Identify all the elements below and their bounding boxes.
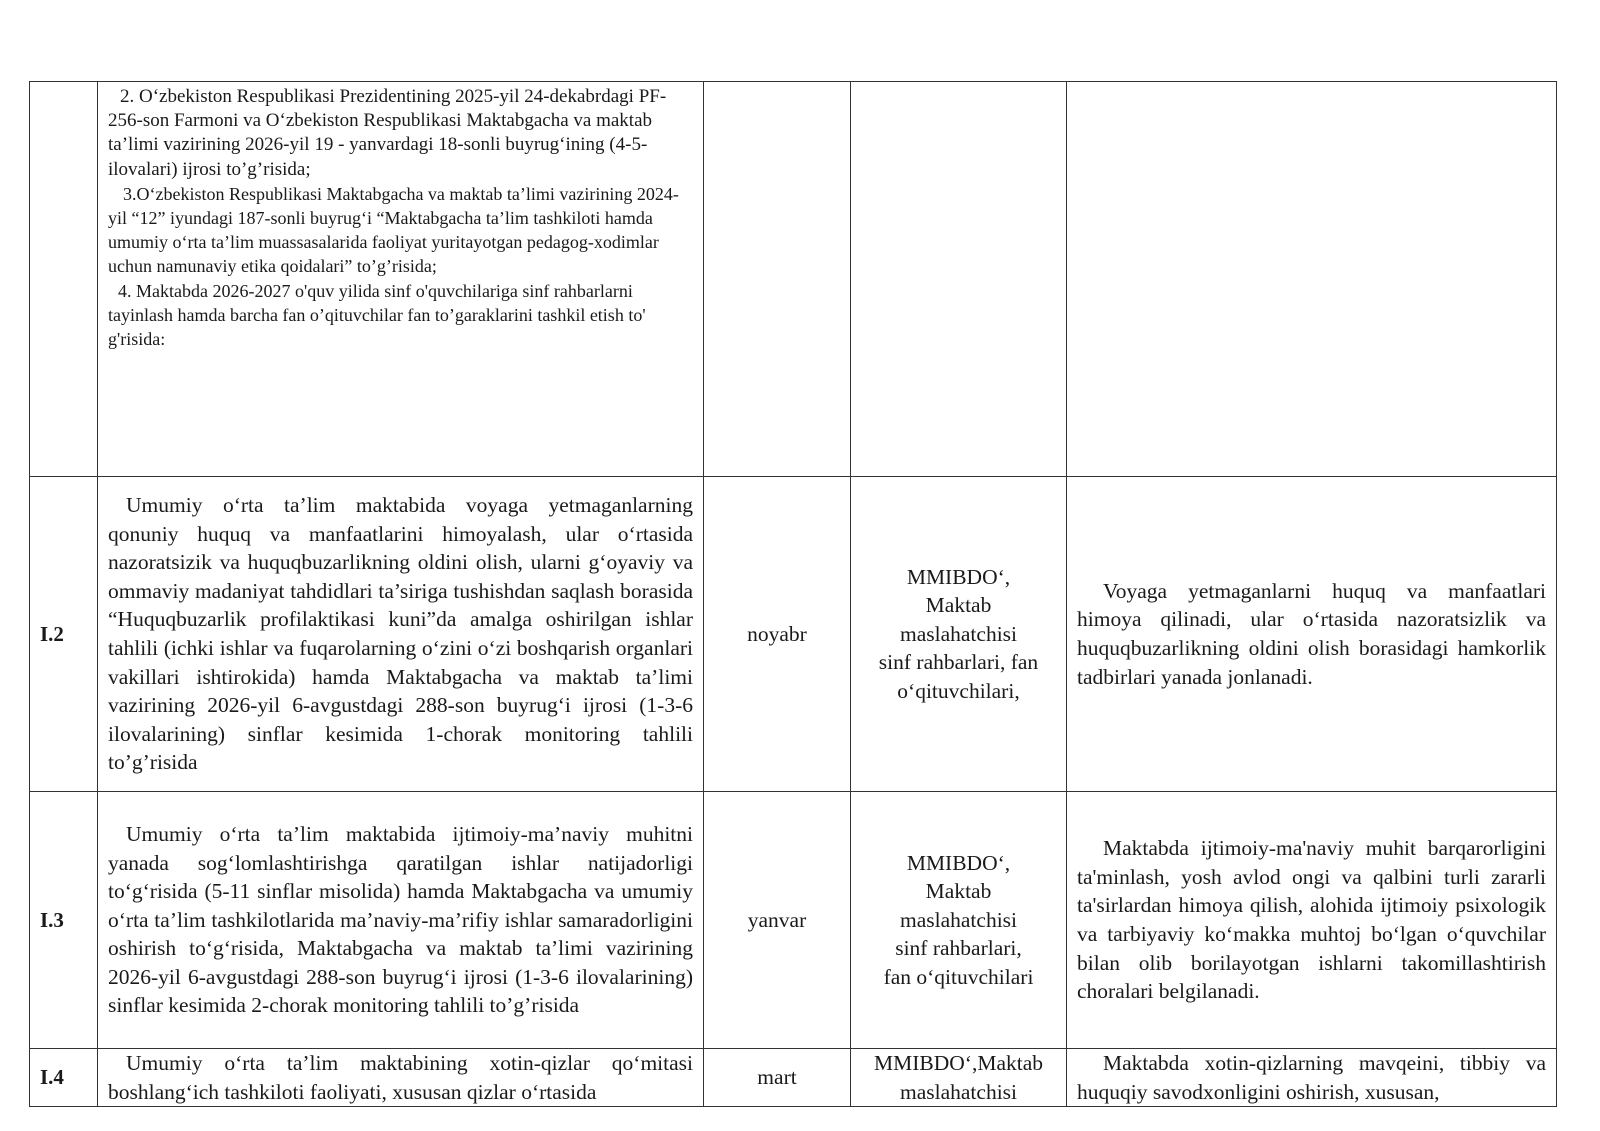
resp-line: o‘qituvchilari, [897,678,1020,703]
resp-line: maslahatchisi [899,621,1018,646]
resp-line: MMIBDO‘, [906,850,1011,875]
resp-line: sinf rahbarlari, [895,936,1022,961]
intro-row [30,82,1557,477]
result-text: Maktabda ijtimoiy-ma'naviy muhit barqarorligini ta'minlash, yosh avlod ongi va qalbini turli zararli ta'sirlardan himoya qilish, alohida ijtimoiy psixologik va tarbiyaviy ko‘makka muhtoj bo‘lgan o‘quvchilar bilan olib borilayotgan ishlarni takomillashtirish choralari belgilanadi. [1077,836,1546,1004]
row-number: I.2 [30,477,98,792]
intro-num-cell [30,82,98,477]
row-responsible [851,477,1067,792]
resp-line: Maktab [925,879,992,904]
intro-result-cell [1067,82,1557,477]
row-month: noyabr [704,477,851,792]
resp-line: sinf rahbarlari, fan [878,650,1039,675]
row-result [1067,477,1557,792]
result-text: Maktabda xotin-qizlarning mavqeini, tibbiy va huquqiy savodxonligini oshirish, xususan, [1077,1051,1546,1104]
row-result [1067,1049,1557,1107]
description-text: Umumiy o‘rta ta’lim maktabida voyaga yetmaganlarning qonuniy huquq va manfaatlarini himoyalash, ular o‘rtasida nazoratsizik va huquqbuzarlikning oldini olish, ularni g‘oyaviy va ommaviy madaniyat tahdidlari ta’siriga tushishdan saqlash borasida “Huquqbuzarlik profilaktikasi kuni”da amalga oshirilgan ishlar tahlili (ichki ishlar va fuqarolarning o‘zini o‘zi boshqarish organlari vakillari ishtirokida) hamda Maktabgacha va maktab ta’limi vazirining 2026-yil 6-avgustdagi 288-son buyrug‘i ijrosi (1-3-6 ilovalarining) sinflar kesimida 1-chorak monitoring tahlili to’g’risida [108,493,693,775]
plan-table [29,81,1557,1107]
resp-line: MMIBDO‘,Maktab [874,1051,1043,1075]
intro-item-2: 2. O‘zbekiston Respublikasi Prezidentining 2025-yil 24-dekabrdagi PF-256-son Farmoni va O‘zbekiston Respublikasi Maktabgacha va maktab ta’limi vazirining 2026-yil 19 - yanvardagi 18-sonli buyrug‘ining (4-5- ilovalari) ijrosi to’g’risida; [108,86,667,180]
row-number: I.3 [30,792,98,1049]
intro-text-cell [98,82,704,477]
row-month: mart [704,1049,851,1107]
row-month: yanvar [704,792,851,1049]
row-responsible [851,1049,1067,1107]
resp-line: maslahatchisi [899,1079,1018,1104]
row-responsible [851,792,1067,1049]
table-row [30,1049,1557,1107]
result-text: Voyaga yetmaganlarni huquq va manfaatlari himoya qilinadi, ular o‘rtasida nazoratsizlik va huquqbuzarlikning oldini olish borasidagi hamkorlik tadbirlari yanada jonlanadi. [1077,578,1546,689]
table-row [30,792,1557,1049]
resp-line: MMIBDO‘, [906,564,1011,589]
row-result [1067,792,1557,1049]
intro-resp-cell [851,82,1067,477]
row-description [98,477,704,792]
resp-line: maslahatchisi [899,907,1018,932]
row-description [98,1049,704,1107]
resp-line: fan o‘qituvchilari [883,964,1034,989]
intro-item-4: 4. Maktabda 2026-2027 o'quv yilida sinf o'quvchilariga sinf rahbarlarni tayinlash hamda barcha fan o’qituvchilar fan to’garaklarini tashkil etish to' g'risida: [108,280,646,350]
row-description [98,792,704,1049]
intro-item-3: 3.O‘zbekiston Respublikasi Maktabgacha va maktab ta’limi vazirining 2024-yil “12” iyundagi 187-sonli buyrug‘i “Maktabgacha ta’lim tashkiloti hamda umumiy o‘rta ta’lim muassasalarida faoliyat yuritayotgan pedagog-xodimlar uchun namunaviy etika qoidalari” to’g’risida; [108,183,679,277]
table-row [30,477,1557,792]
description-text: Umumiy o‘rta ta’lim maktabida ijtimoiy-ma’naviy muhitni yanada sog‘lomlashtirishga qaratilgan ishlar natijadorligi to‘g‘risida (5-11 sinflar misolida) hamda Maktabgacha va umumiy o‘rta ta’lim tashkilotlarida ma’naviy-ma’rifiy ishlar samaradorligini oshirish to‘g‘risida, Maktabgacha va maktab ta’limi vazirining 2026-yil 6-avgustdagi 288-son buyrug‘i ijrosi (1-3-6 ilovalarining) sinflar kesimida 2-chorak monitoring tahlili to’g’risida [108,821,693,1018]
description-text: Umumiy o‘rta ta’lim maktabining xotin-qizlar qo‘mitasi boshlang‘ich tashkiloti faoliyati, xususan qizlar o‘rtasida [108,1051,693,1104]
intro-month-cell [704,82,851,477]
resp-line: Maktab [925,593,992,618]
row-number: I.4 [30,1049,98,1107]
